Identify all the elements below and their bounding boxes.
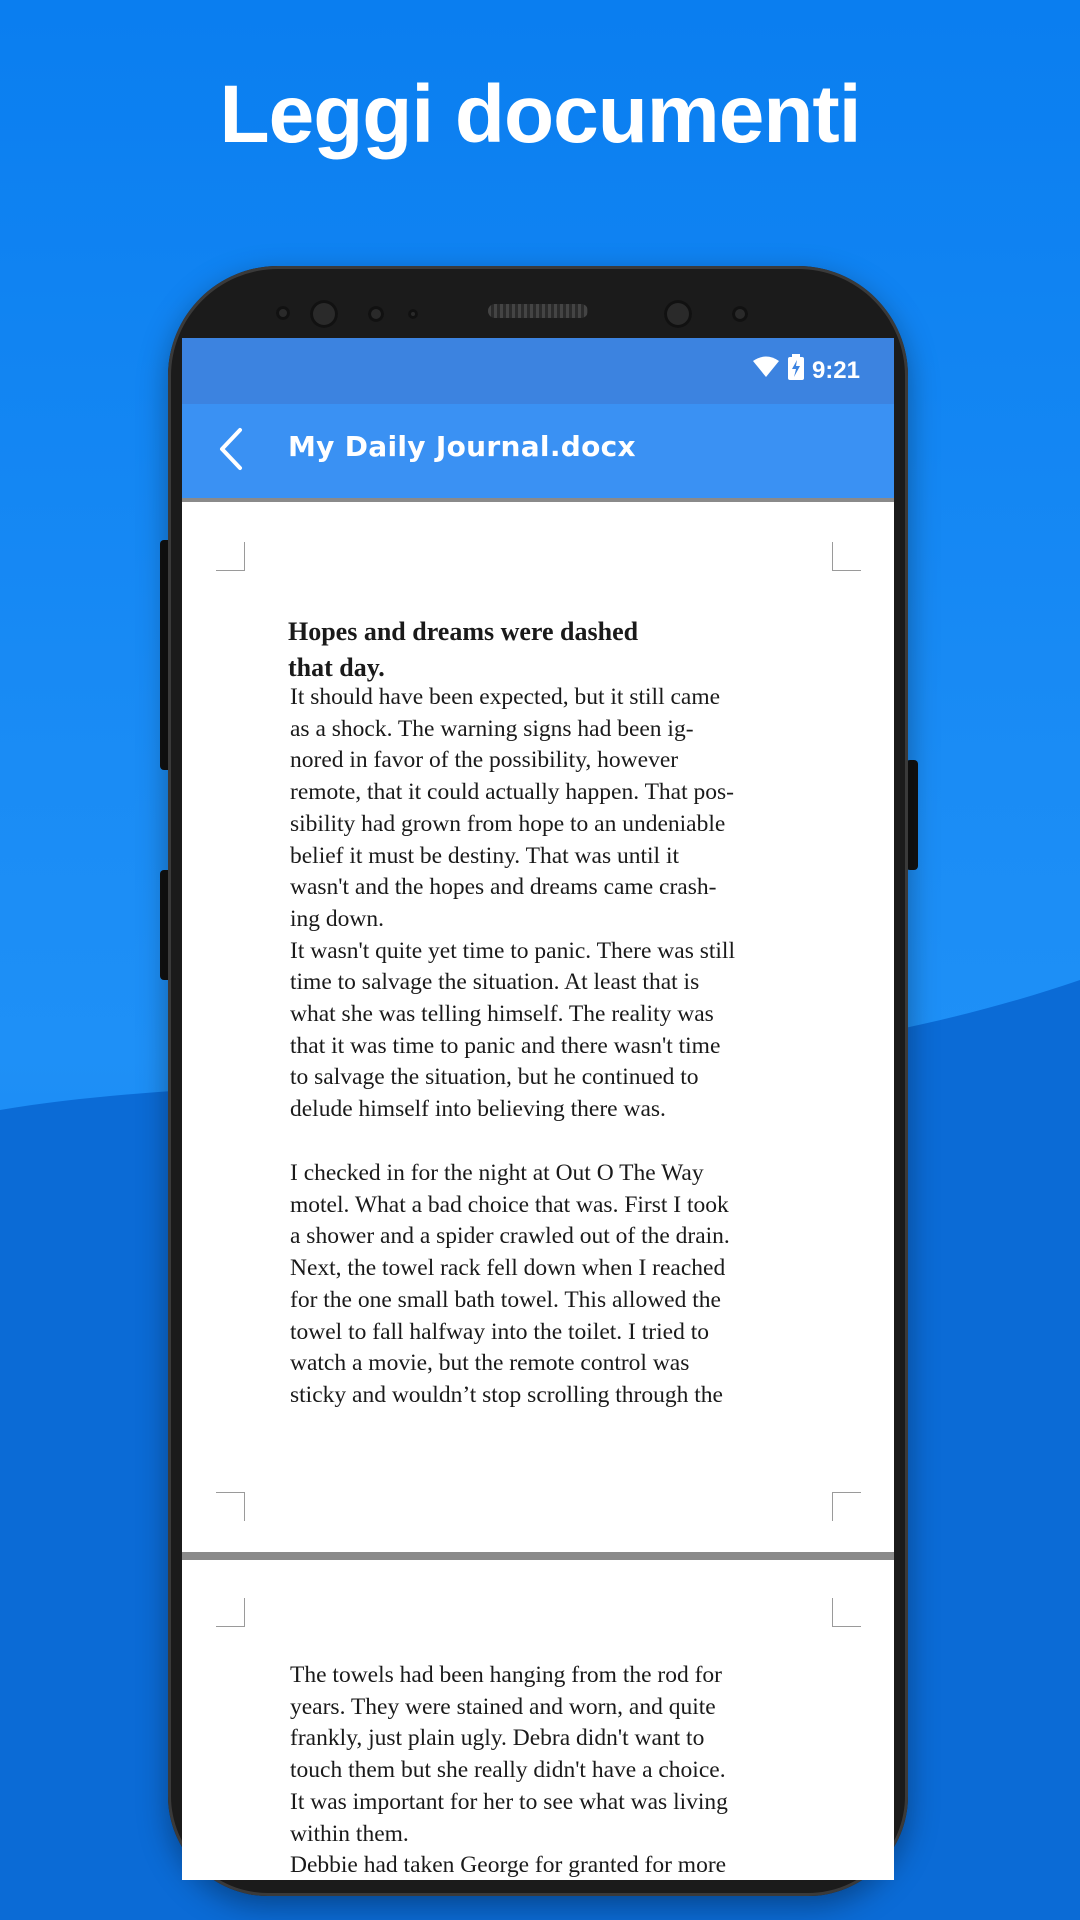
margin-corner-top-right <box>832 542 861 571</box>
status-time: 9:21 <box>811 356 860 384</box>
margin-corner-bottom-left <box>216 1492 245 1521</box>
proximity-sensor <box>276 306 290 320</box>
document-paragraph: It should have been expected, but it still came as a shock. The warning signs had been ig- nored in favor of the possibility, however remote, that it could actually happen. That pos- sibility had grown from hope to an undeniable belief it must be destiny. That was until it wasn't and the hopes and dreams came crash- ing down. It wasn't quite yet time to panic. There was still time to salvage the situation. At least that is what she was telling himself. The reality was that it was time to panic and there wasn't time to salvage the situation, but he continued to delude himself into believing there was. <box>290 684 735 1123</box>
chevron-left-icon <box>216 426 246 476</box>
app-bar <box>182 404 894 498</box>
document-page-2 <box>182 1560 894 1880</box>
phone-screen <box>182 338 894 1879</box>
back-button[interactable] <box>204 424 258 478</box>
document-heading: Hopes and dreams were dashed that day. <box>288 617 639 682</box>
margin-corner-top-left <box>216 542 245 571</box>
battery-charging-icon <box>788 354 804 387</box>
phone-frame <box>168 266 908 1896</box>
margin-corner-top-left <box>216 1598 245 1627</box>
status-bar <box>182 338 894 404</box>
light-sensor <box>368 306 384 322</box>
promo-title: Leggi documenti <box>219 69 861 160</box>
document-paragraph: I checked in for the night at Out O The Way motel. What a bad choice that was. First I took a shower and a spider crawled out of the drain. Next, the towel rack fell down when I reached for the one small bath towel. This allowed the towel to fall halfway into the toilet. I tried to watch a movie, but the remote control was sticky and wouldn’t stop scrolling through the <box>290 1160 730 1408</box>
document-title: My Daily Journal.docx <box>288 430 636 463</box>
margin-corner-bottom-right <box>832 1492 861 1521</box>
document-paragraph: The towels had been hanging from the rod for years. They were stained and worn, and quite frankly, just plain ugly. Debra didn't want to touch them but she really didn't have a choice. It was important for her to see what was living within them. Debbie had taken George for granted for more <box>290 1662 728 1879</box>
iris-camera <box>664 300 692 328</box>
document-viewer[interactable] <box>182 498 894 1879</box>
earpiece-speaker <box>488 304 588 318</box>
front-camera <box>310 300 338 328</box>
document-page-1 <box>182 502 894 1552</box>
wifi-icon <box>752 355 780 386</box>
iris-sensor <box>732 306 748 322</box>
margin-corner-top-right <box>832 1598 861 1627</box>
led-indicator <box>408 309 418 319</box>
